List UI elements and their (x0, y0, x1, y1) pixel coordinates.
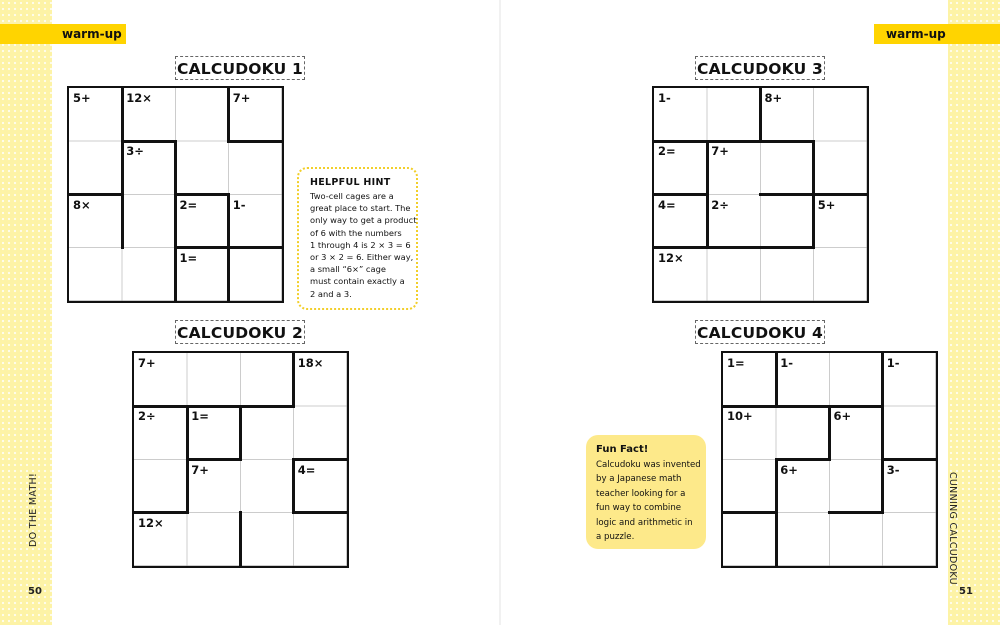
cage-wall (881, 458, 884, 514)
cage-wall (292, 458, 348, 461)
hint-line: only way to get a product (310, 215, 417, 226)
cage-wall (121, 87, 124, 143)
cage-wall (775, 352, 778, 408)
puzzle-2-grid (132, 351, 349, 568)
right-running-head: CUNNING CALCUDOKU (947, 472, 958, 585)
cage-wall (227, 193, 230, 249)
fact-line: a puzzle. (596, 532, 635, 543)
helpful-hint-box (297, 167, 418, 310)
cage-wall (121, 193, 124, 249)
page-gutter (499, 0, 501, 625)
cage-wall (174, 246, 230, 249)
cage-wall (227, 246, 230, 302)
cage-wall (186, 458, 189, 514)
fun-fact-box (586, 435, 706, 549)
cage-wall (227, 246, 283, 249)
cage-wall (239, 405, 242, 461)
cage-wall (653, 246, 709, 249)
cage-clue: 8× (73, 197, 91, 212)
cage-clue: 1= (727, 356, 745, 370)
hint-line: of 6 with the numbers (310, 227, 402, 238)
cage-wall (828, 405, 884, 408)
puzzle-3-title: CALCUDOKU 3 (695, 56, 825, 80)
cage-wall (174, 140, 177, 196)
helpful-hint-title: HELPFUL HINT (310, 177, 391, 188)
left-page-number: 50 (28, 586, 42, 597)
hint-line: a small “6×” cage (310, 264, 386, 275)
fun-fact-title: Fun Fact! (596, 444, 649, 455)
cage-wall (881, 458, 937, 461)
cage-wall (812, 193, 815, 249)
cage-wall (828, 511, 884, 514)
cage-wall (186, 458, 242, 461)
cage-wall (121, 140, 177, 143)
fact-line: by a Japanese math (596, 474, 682, 485)
cage-clue: 12× (126, 91, 152, 105)
cage-clue: 1- (886, 356, 900, 370)
cage-wall (759, 87, 762, 143)
right-section-tab-label: warm-up (886, 27, 946, 41)
cage-wall (812, 140, 815, 196)
left-running-head: DO THE MATH! (28, 472, 39, 547)
puzzle-4-title: CALCUDOKU 4 (695, 320, 825, 344)
cage-wall (775, 458, 778, 514)
cage-wall (653, 193, 709, 196)
cage-clue: 1- (232, 197, 246, 212)
fact-line: Calcudoku was invented (596, 460, 701, 470)
hint-line: 1 through 4 is 2 × 3 = 6 (310, 239, 411, 250)
cage-wall (174, 193, 177, 249)
cage-clue: 2= (658, 144, 676, 159)
right-page-number: 51 (959, 586, 973, 597)
cage-wall (133, 511, 189, 514)
hint-line: Two-cell cages are a (310, 191, 394, 201)
left-section-tab (0, 24, 126, 44)
left-margin-strip (0, 0, 52, 625)
cage-wall (706, 246, 762, 249)
fact-line: logic and arithmetic in (596, 517, 693, 528)
hint-line: great place to start. The (310, 203, 411, 214)
cage-wall (775, 405, 831, 408)
cage-clue: 5+ (817, 197, 836, 212)
cage-clue: 1- (658, 91, 671, 105)
cage-wall (706, 193, 709, 249)
cage-clue: 6+ (780, 462, 798, 477)
cage-wall (186, 405, 242, 408)
cage-wall (722, 511, 778, 514)
cage-wall (68, 193, 124, 196)
cage-clue: 3- (886, 462, 900, 477)
hint-line: or 3 × 2 = 6. Either way, (310, 252, 414, 263)
cage-wall (174, 193, 230, 196)
cage-wall (812, 193, 868, 196)
puzzle-3-grid (652, 86, 869, 303)
cage-clue: 18× (297, 356, 324, 370)
cage-clue: 1= (191, 409, 209, 424)
cage-clue: 10+ (727, 409, 753, 424)
cage-wall (722, 405, 778, 408)
cage-clue: 4= (297, 462, 316, 477)
cage-wall (186, 405, 189, 461)
right-section-tab (874, 24, 1000, 44)
puzzle-4-grid (721, 351, 938, 568)
cage-wall (239, 405, 295, 408)
puzzle-2-title: CALCUDOKU 2 (175, 320, 305, 344)
cage-clue: 8+ (764, 91, 783, 105)
cage-wall (881, 352, 884, 408)
cage-clue: 12× (658, 250, 684, 265)
cage-wall (239, 511, 242, 567)
cage-wall (133, 405, 189, 408)
cage-clue: 1= (179, 250, 198, 265)
cage-wall (775, 511, 778, 567)
cage-wall (227, 140, 283, 143)
cage-wall (292, 511, 348, 514)
cage-clue: 6+ (833, 409, 852, 424)
cage-wall (775, 458, 831, 461)
cage-clue: 7+ (232, 91, 251, 105)
fact-line: fun way to combine (596, 503, 682, 514)
cage-wall (828, 405, 831, 461)
left-section-tab-label: warm-up (62, 27, 122, 41)
cage-clue: 12× (138, 515, 164, 530)
cage-clue: 2÷ (138, 409, 156, 424)
cage-clue: 7+ (138, 356, 156, 370)
cage-clue: 7+ (711, 144, 729, 159)
cage-clue: 1- (780, 356, 794, 370)
cage-wall (706, 140, 709, 196)
cage-wall (174, 246, 177, 302)
cage-wall (292, 458, 295, 514)
cage-wall (881, 405, 884, 461)
cage-wall (759, 193, 815, 196)
puzzle-1-title: CALCUDOKU 1 (175, 56, 305, 80)
cage-wall (759, 246, 815, 249)
cage-clue: 2= (179, 197, 198, 212)
cage-clue: 3÷ (126, 144, 144, 159)
cage-wall (292, 352, 295, 408)
hint-line: must contain exactly a (310, 276, 405, 287)
cage-clue: 4= (658, 197, 676, 212)
cage-wall (121, 140, 124, 196)
cage-clue: 2÷ (711, 197, 729, 212)
cage-wall (759, 140, 815, 143)
hint-line: 2 and a 3. (310, 288, 352, 299)
cage-clue: 5+ (73, 91, 91, 105)
cage-clue: 7+ (191, 462, 209, 477)
cage-wall (653, 140, 709, 143)
cage-wall (706, 140, 762, 143)
fact-line: teacher looking for a (596, 488, 686, 499)
cage-wall (227, 87, 230, 143)
puzzle-1-grid (67, 86, 284, 303)
